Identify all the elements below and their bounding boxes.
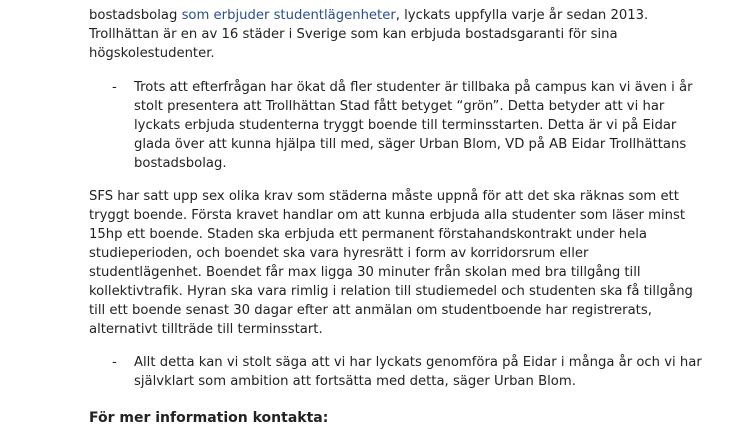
quote2-dash: -	[112, 355, 117, 370]
quote1-line: stolt presentera att Trollhättan Stad fått betyget “grön”. Detta betyder att vi har	[134, 99, 665, 114]
contact-heading: För mer information kontakta:	[89, 410, 329, 426]
intro-line-3: högskolestudenter.	[89, 46, 215, 61]
intro-text: bostadsbolag	[89, 8, 182, 23]
studentlagenheter-link[interactable]: som erbjuder studentlägenheter	[181, 8, 396, 23]
quote1-line: glada över att kunna hjälpa till med, säger Urban Blom, VD på AB Eidar Trollhättans	[134, 137, 687, 152]
quote1-line: Trots att efterfrågan har ökat då fler studenter är tillbaka på campus kan vi även i år	[134, 80, 693, 95]
paragraph-line: studentlägenhet. Boendet får max ligga 30 minuter från skolan med bra tillgång till	[89, 265, 641, 280]
intro-line-2: Trollhättan är en av 16 städer i Sverige som kan erbjuda bostadsgaranti för sina	[89, 27, 618, 42]
quote1-line: lyckats erbjuda studenterna tryggt boende till terminsstarten. Detta är vi på Eidar	[134, 118, 677, 133]
paragraph-line: alternativt tillträde till terminsstart.	[89, 322, 323, 337]
quote2-line: Allt detta kan vi stolt säga att vi har lyckats genomföra på Eidar i många år och vi har	[134, 355, 702, 370]
intro-line-1	[89, 6, 648, 25]
paragraph-line: SFS har satt upp sex olika krav som städerna måste uppnå för att det ska räknas som ett	[89, 189, 679, 204]
paragraph-line: 15hp ett boende. Staden ska erbjuda ett permanent förstahandskontrakt under hela	[89, 227, 647, 242]
paragraph-line: studieperioden, och boendet ska vara hyresrätt i form av korridorsrum eller	[89, 246, 589, 261]
quote1-dash: -	[112, 80, 117, 95]
paragraph-line: kollektivtrafik. Hyran ska vara rimlig i relation till studiemedel och studenten ska få tillgång	[89, 284, 693, 299]
quote2-line: självklart som ambition att fortsätta med detta, säger Urban Blom.	[134, 374, 576, 389]
intro-text-end: , lyckats uppfylla varje år sedan 2013.	[395, 8, 649, 23]
paragraph-line: tryggt boende. Första kravet handlar om att kunna erbjuda alla studenter som läser minst	[89, 208, 686, 223]
quote1-line: bostadsbolag.	[134, 156, 227, 171]
paragraph-line: till ett boende senast 30 dagar efter att anmälan om studentboende har registrerats,	[89, 303, 652, 318]
